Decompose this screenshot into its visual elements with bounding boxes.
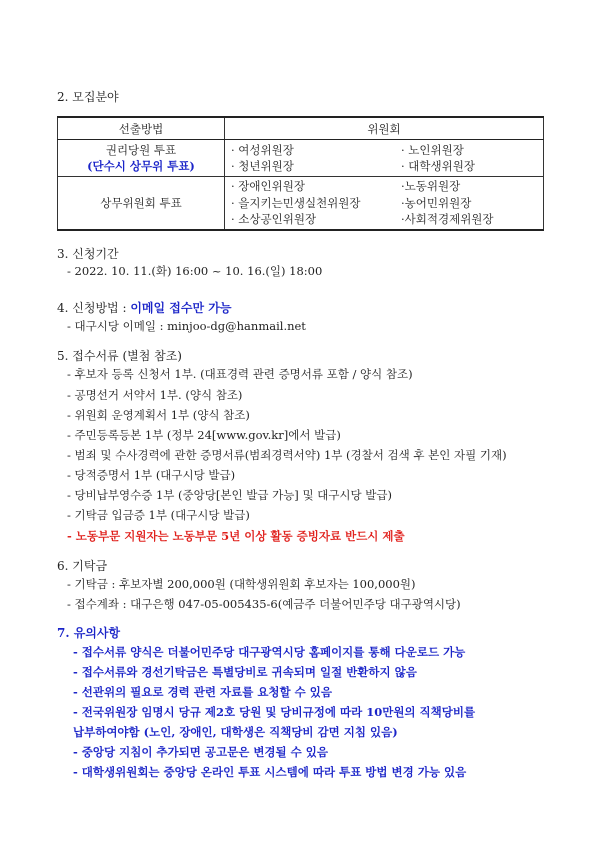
- notice-item: - 중앙당 지침이 추가되면 공고문은 변경될 수 있음: [73, 745, 328, 759]
- notice-item: - 선관위의 필요로 경력 관련 자료를 요청할 수 있음: [73, 685, 332, 699]
- table-header-method: 선출방법: [58, 117, 225, 140]
- section-3-heading: 3. 신청기간: [57, 247, 119, 261]
- labor-requirement-notice: - 노동부문 지원자는 노동부문 5년 이상 활동 증빙자료 반드시 제출: [67, 529, 405, 543]
- email-only-emphasis: 이메일 접수만 가능: [130, 301, 232, 315]
- document-item: - 당적증명서 1부 (대구시당 발급): [67, 468, 236, 482]
- method-note: (단수시 상무위 투표): [87, 159, 195, 173]
- method-cell: [58, 140, 225, 177]
- table-row: [58, 140, 544, 177]
- notice-item: - 대학생위원회는 중앙당 온라인 투표 시스템에 따라 투표 방법 변경 가능 있음: [73, 765, 467, 779]
- document-item: - 범죄 및 수사경력에 관한 증명서류(범죄경력서약) 1부 (경찰서 검색 후 본인 자필 기재): [67, 448, 507, 462]
- contact-email: - 대구시당 이메일 : minjoo-dg@hanmail.net: [67, 319, 306, 333]
- section-6-heading: 6. 기탁금: [57, 559, 108, 573]
- table-row: [58, 177, 544, 231]
- section-4-heading: [57, 299, 231, 316]
- committee-item: ·사회적경제위원장: [401, 212, 494, 227]
- section-4-heading-text: 4. 신청방법 :: [57, 301, 131, 315]
- notice-item: 납부하여야함 (노인, 장애인, 대학생은 직책당비 감면 지침 있음): [73, 725, 398, 739]
- committee-item: · 노인위원장: [401, 142, 464, 157]
- committee-item: · 청년위원장: [231, 159, 294, 173]
- application-period: - 2022. 10. 11.(화) 16:00 ~ 10. 16.(일) 18:00: [67, 264, 323, 278]
- committee-cell: [225, 140, 544, 177]
- notice-item: - 접수서류와 경선기탁금은 특별당비로 귀속되며 일절 반환하지 않음: [73, 665, 417, 679]
- committee-item: · 여성위원장: [231, 142, 294, 157]
- deposit-item: - 접수계좌 : 대구은행 047-05-005435-6(예금주 더불어민주당 대구광역시당): [67, 597, 461, 611]
- document-item: - 기탁금 입금증 1부 (대구시당 발급): [67, 508, 250, 522]
- section-2-heading: 2. 모집분야: [57, 90, 119, 104]
- recruitment-table: [57, 116, 544, 231]
- deposit-item: - 기탁금 : 후보자별 200,000원 (대학생위원회 후보자는 100,000원): [67, 577, 416, 591]
- committee-item: · 장애인위원장: [231, 179, 305, 194]
- section-7-heading: 7. 유의사항: [57, 626, 121, 640]
- document-item: - 후보자 등록 신청서 1부. (대표경력 관련 증명서류 포함 / 양식 참조): [67, 367, 413, 381]
- method-label: 권리당원 투표: [105, 143, 177, 157]
- committee-item: · 을지키는민생실천위원장: [231, 195, 361, 210]
- notice-item: - 전국위원장 임명시 당규 제2호 당원 및 당비규정에 따라 10만원의 직책당비를: [73, 705, 476, 719]
- committee-item: · 대학생위원장: [401, 159, 475, 173]
- notice-item: - 접수서류 양식은 더불어민주당 대구광역시당 홈페이지를 통해 다운로드 가능: [73, 645, 466, 659]
- committee-item: ·농어민위원장: [401, 195, 472, 210]
- document-item: - 공명선거 서약서 1부. (양식 참조): [67, 388, 243, 402]
- document-item: - 위원회 운영계획서 1부 (양식 참조): [67, 408, 250, 422]
- document-item: - 주민등록등본 1부 (정부 24[www.gov.kr]에서 발급): [67, 428, 341, 442]
- method-label: 상무위원회 투표: [100, 196, 182, 210]
- section-5-heading: 5. 접수서류 (별첨 참조): [57, 349, 182, 363]
- committee-item: ·노동위원장: [401, 179, 461, 194]
- document-item: - 당비납부영수증 1부 (중앙당[본인 발급 가능] 및 대구시당 발급): [67, 488, 393, 502]
- method-cell: [58, 177, 225, 231]
- table-header-committee: 위원회: [225, 117, 544, 140]
- committee-item: · 소상공인위원장: [231, 212, 317, 227]
- committee-cell: [225, 177, 544, 231]
